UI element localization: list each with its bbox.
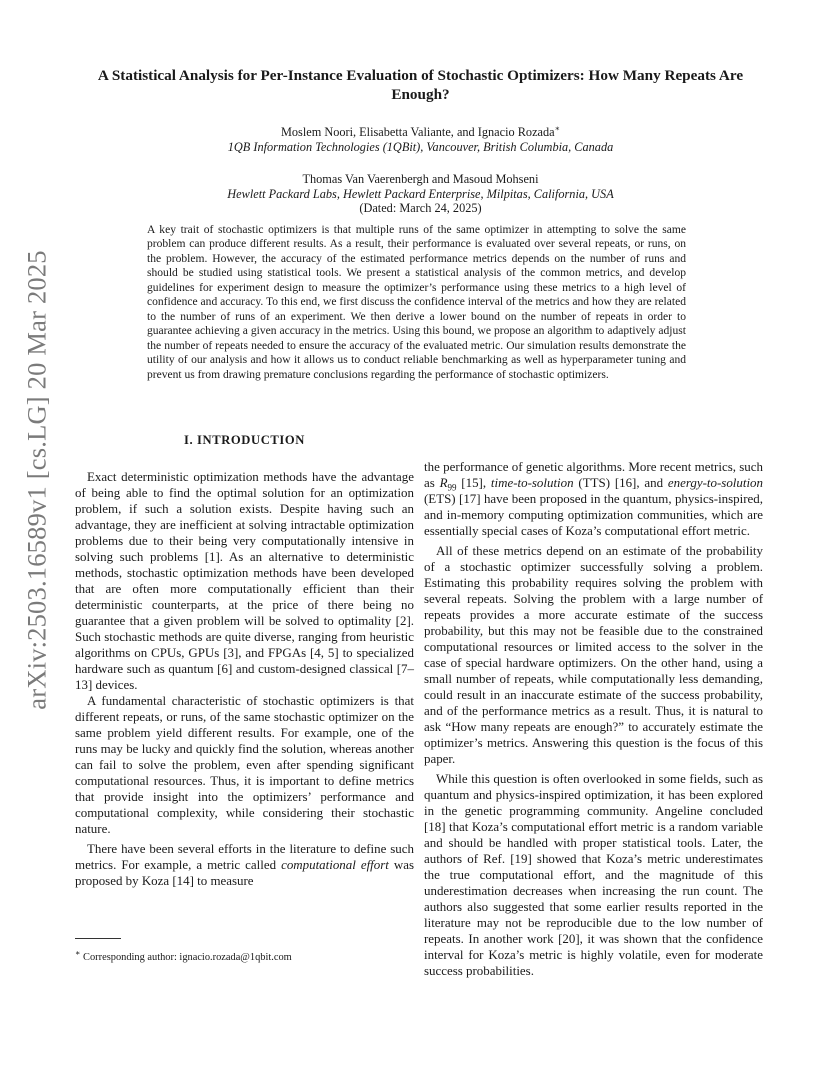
right-paragraph-1	[424, 459, 763, 539]
r99-subscript: 99	[447, 482, 457, 493]
footnote	[75, 948, 414, 964]
author-footnote-mark: ∗	[554, 123, 561, 133]
affiliation-1: 1QB Information Technologies (1QBit), Vancouver, British Columbia, Canada	[227, 140, 614, 154]
right-p1-text-c: (TTS) [16], and	[573, 475, 668, 491]
intro-paragraph-2: A fundamental characteristic of stochastic optimizers is that different repeats, or runs, of the same stochastic optimizer on the same problem yield different results. For example, one of the runs may be lucky and quickly find the solution, whereas another can fail to solve the problem, even after spending significant computational resources. Thus, it is important to define metrics that provide insight into the optimizers’ performance and computational complexity, while considering their stochastic nature.	[75, 693, 414, 837]
authors-line-1	[88, 124, 753, 140]
left-column	[75, 432, 414, 889]
r99-symbol: R	[439, 475, 448, 491]
right-paragraph-2: All of these metrics depend on an estimate of the probability of a stochastic optimizer successfully solving a problem. Estimating this probability requires solving the problem with several repeats. Solving the problem with a large number of repeats provides a more accurate estimate of the success probability, but this may not be feasible due to the constrained computational resources or limited access to the solver in the case of special hardware optimizers. On the other hand, using a small number of repeats, while computationally less demanding, could result in an inaccurate estimate of the success probability, and of the performance metrics as a result. Thus, it is natural to ask “How many repeats are enough?” to accurately estimate the optimizer’s metrics. Answering this question is the focus of this paper.	[424, 543, 763, 767]
tts-term: time-to-solution	[490, 475, 574, 491]
affiliation-2: Hewlett Packard Labs, Hewlett Packard Enterprise, Milpitas, California, USA	[227, 187, 614, 201]
footnote-rule	[75, 938, 121, 939]
right-p1-text-b: [15],	[456, 475, 491, 491]
paper-title: A Statistical Analysis for Per-Instance Evaluation of Stochastic Optimizers: How Many Repeats Are Enough?	[97, 67, 744, 103]
right-paragraph-3: While this question is often overlooked in some fields, such as quantum and physics-inspired optimization, it has been explored in the genetic programming community. Angeline concluded [18] that Koza’s computational effort metric is a random variable and should be handled with proper statistical tools. Later, the authors of Ref. [19] showed that Koza’s metric underestimates the true computational effort, and the magnitude of this underestimation decreases when increasing the run count. The authors also suggested that some earlier results reported in the literature may not be reproducible due to the low number of repeats. In another work [20], it was shown that the confidence interval for Koza’s metric is highly volatile, even for moderate success probabilities.	[424, 771, 763, 979]
intro-p3-text-a: There have been several efforts in the literature to define such metrics. For example, a metric called	[75, 841, 414, 873]
authors-line-2: Thomas Van Vaerenbergh and Masoud Mohseni	[302, 172, 539, 186]
intro-paragraph-3	[75, 841, 414, 889]
footnote-mark: ∗	[75, 948, 81, 958]
right-column	[424, 459, 763, 980]
right-p1-text-d: (ETS) [17] have been proposed in the quantum, physics-inspired, and in-memory computing optimization communities, which are essentially special cases of Koza’s computational effort metric.	[424, 491, 763, 539]
arxiv-stamp-text: arXiv:2503.16589v1 [cs.LG] 20 Mar 2025	[21, 250, 52, 710]
dated-line: (Dated: March 24, 2025)	[359, 201, 482, 215]
intro-paragraph-1: Exact deterministic optimization methods have the advantage of being able to find the optimal solution for an optimization problem, if such a solution exists. Despite having such an advantage, they are inefficient at solving intractable optimization problems due to their being very computationally intensive in solving such problems [1]. As an alternative to deterministic methods, stochastic optimization methods have been developed that are often more computationally efficient than their deterministic counterparts, at the price of there being no guarantee that a given problem will be solved to optimality [2]. Such stochastic methods are quite diverse, ranging from heuristic algorithms on CPUs, GPUs [3], and FPGAs [4, 5] to specialized hardware such as quantum [6] and custom-designed classical [7–13] devices.	[75, 469, 414, 693]
intro-p3-emphasis: computational effort	[281, 857, 389, 873]
authors-1-names: Moslem Noori, Elisabetta Valiante, and Ignacio Rozada	[280, 125, 555, 139]
ets-term: energy-to-solution	[667, 475, 763, 491]
footnote-text: Corresponding author: ignacio.rozada@1qbit.com	[83, 952, 292, 963]
section-heading-introduction: I. INTRODUCTION	[184, 433, 305, 447]
right-p1-text-a: the performance of genetic algorithms. More recent metrics, such as	[424, 459, 763, 491]
abstract: A key trait of stochastic optimizers is that multiple runs of the same optimizer in attempting to solve the same problem can produce different results. As a result, their performance is evaluated over several repeats, or runs, on the problem. However, the accuracy of the estimated performance metrics depends on the number of runs and should be studied using statistical tools. We present a statistical analysis of the common metrics, and develop guidelines for experiment design to measure the optimizer’s performance using these metrics to a high level of confidence and accuracy. To this end, we first discuss the confidence interval of the metrics and how they are related to the number of runs of an experiment. We then derive a lower bound on the number of repeats in order to guarantee achieving a given accuracy in the metrics. Using this bound, we propose an algorithm to adaptively adjust the number of repeats needed to ensure the accuracy of the evaluated metric. Our simulation results demonstrate the utility of our analysis and how it allows us to conduct reliable benchmarking as well as hyperparameter tuning and prevent us from drawing premature conclusions regarding the performance of stochastic optimizers.	[147, 224, 686, 381]
intro-p3-text-b: was proposed by Koza [14] to measure	[75, 857, 415, 889]
arxiv-stamp	[21, 250, 52, 710]
